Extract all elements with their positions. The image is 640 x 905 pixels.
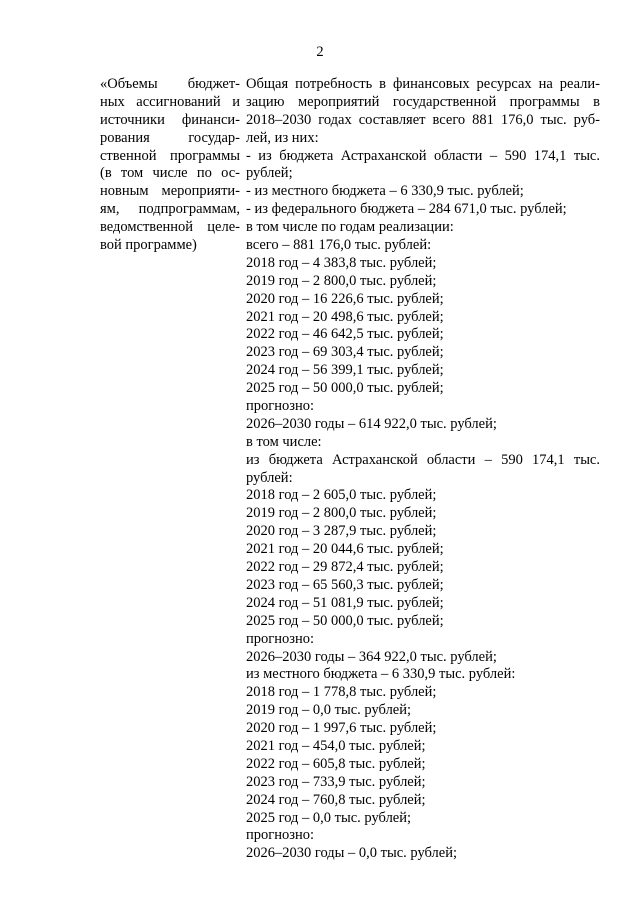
text-line: - из местного бюджета – 6 330,9 тыс. рублей; <box>246 183 524 200</box>
label-line: вой программе) <box>100 237 197 254</box>
text-line: 2019 год – 0,0 тыс. рублей; <box>246 702 412 719</box>
text-line: рублей: <box>246 469 293 486</box>
label-line: ственной программы <box>100 147 240 164</box>
text-line: прогнозно: <box>246 398 314 415</box>
text-line: 2025 год – 50 000,0 тыс. рублей; <box>246 380 444 397</box>
text-line: 2023 год – 69 303,4 тыс. рублей; <box>246 344 444 361</box>
text-line: 2025 год – 0,0 тыс. рублей; <box>246 809 412 826</box>
text-line: - из бюджета Астраханской области – 590 174,1 тыс. <box>246 147 600 164</box>
text-line: 2019 год – 2 800,0 тыс. рублей; <box>246 272 437 289</box>
text-line: 2021 год – 20 498,6 тыс. рублей; <box>246 308 444 325</box>
text-line: рублей; <box>246 165 293 182</box>
page-number: 2 <box>316 44 324 60</box>
text-line: 2025 год – 50 000,0 тыс. рублей; <box>246 612 444 629</box>
text-line: прогнозно: <box>246 827 314 844</box>
label-line: источники финанси- <box>100 111 240 128</box>
financing-description-column <box>246 76 600 863</box>
text-line: 2024 год – 760,8 тыс. рублей; <box>246 791 426 808</box>
text-line: 2023 год – 65 560,3 тыс. рублей; <box>246 576 444 593</box>
text-line: 2021 год – 454,0 тыс. рублей; <box>246 737 426 754</box>
text-line: всего – 881 176,0 тыс. рублей: <box>246 237 432 254</box>
label-line: ведомственной целе- <box>100 219 240 236</box>
label-line: новным мероприяти- <box>100 183 240 200</box>
text-line: 2026–2030 годы – 0,0 тыс. рублей; <box>246 845 458 862</box>
text-line: 2021 год – 20 044,6 тыс. рублей; <box>246 541 444 558</box>
text-line: 2022 год – 29 872,4 тыс. рублей; <box>246 559 444 576</box>
passport-label-column <box>100 76 240 255</box>
text-line: 2020 год – 16 226,6 тыс. рублей; <box>246 290 444 307</box>
text-line: 2020 год – 1 997,6 тыс. рублей; <box>246 720 437 737</box>
text-line: 2023 год – 733,9 тыс. рублей; <box>246 773 426 790</box>
label-line: рования государ- <box>100 129 240 146</box>
text-line: Общая потребность в финансовых ресурсах на реали- <box>246 76 600 92</box>
text-line: 2022 год – 46 642,5 тыс. рублей; <box>246 326 444 343</box>
text-line: 2026–2030 годы – 364 922,0 тыс. рублей; <box>246 648 497 665</box>
label-line: ям, подпрограммам, <box>100 201 240 218</box>
label-line: (в том числе по ос- <box>100 165 240 182</box>
text-line: в том числе: <box>246 433 322 450</box>
text-line: 2022 год – 605,8 тыс. рублей; <box>246 755 426 772</box>
text-line: 2024 год – 51 081,9 тыс. рублей; <box>246 594 444 611</box>
text-line: из бюджета Астраханской области – 590 174,1 тыс. <box>246 451 600 468</box>
label-line: ных ассигнований и <box>100 93 240 110</box>
text-line: 2018–2030 годах составляет всего 881 176,0 тыс. руб- <box>246 111 600 128</box>
text-line: в том числе по годам реализации: <box>246 219 454 236</box>
text-line: из местного бюджета – 6 330,9 тыс. рублей: <box>246 666 516 683</box>
text-line: 2018 год – 1 778,8 тыс. рублей; <box>246 684 437 701</box>
label-line: «Объемы бюджет- <box>100 76 240 92</box>
text-line: 2024 год – 56 399,1 тыс. рублей; <box>246 362 444 379</box>
text-line: 2019 год – 2 800,0 тыс. рублей; <box>246 505 437 522</box>
text-line: лей, из них: <box>246 129 319 146</box>
text-line: - из федерального бюджета – 284 671,0 тыс. рублей; <box>246 201 567 218</box>
text-line: зацию мероприятий государственной программы в <box>246 93 600 110</box>
text-line: 2020 год – 3 287,9 тыс. рублей; <box>246 523 437 540</box>
text-line: прогнозно: <box>246 630 314 647</box>
text-line: 2018 год – 4 383,8 тыс. рублей; <box>246 254 437 271</box>
text-line: 2026–2030 годы – 614 922,0 тыс. рублей; <box>246 415 497 432</box>
text-line: 2018 год – 2 605,0 тыс. рублей; <box>246 487 437 504</box>
